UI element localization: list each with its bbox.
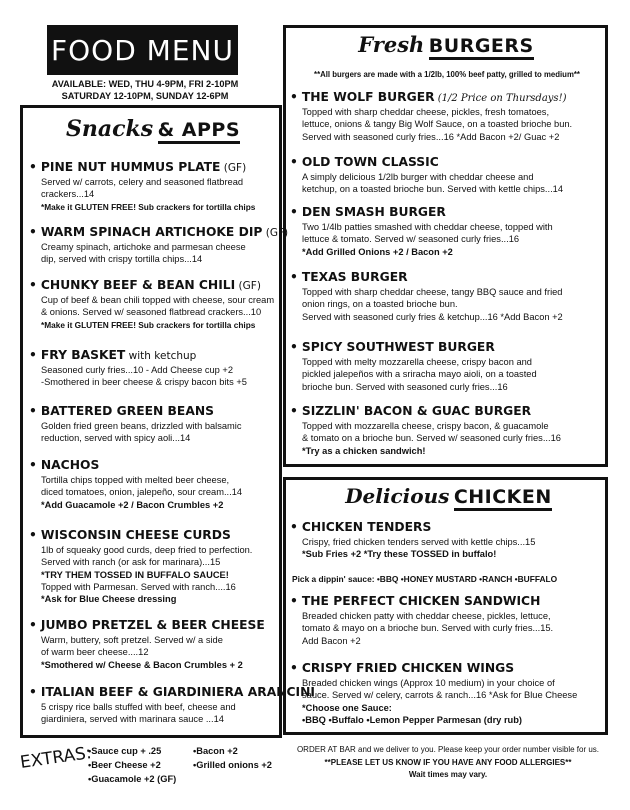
item-description: Golden fried green beans, drizzled with balsamic xyxy=(41,421,242,431)
bullet-icon: • xyxy=(29,348,37,362)
item-description: Served with ranch (or ask for marinara)...15 xyxy=(41,557,221,568)
bullet-icon: • xyxy=(290,520,298,534)
item-title: JUMBO PRETZEL & BEER CHEESE xyxy=(40,618,265,632)
item-description: *Ask for Blue Cheese dressing xyxy=(41,594,177,605)
menu-item-name xyxy=(29,685,315,701)
menu-item xyxy=(290,661,606,726)
menu-item-name xyxy=(290,404,606,420)
menu-item-name xyxy=(29,618,279,634)
item-description: *TRY THEM TOSSED IN BUFFALO SAUCE! xyxy=(41,569,229,580)
item-description: lettuce, onions & tangy Big Wolf Sauce, on a toasted brioche bun. xyxy=(302,119,573,130)
footer xyxy=(288,744,608,782)
item-description: tomato & mayo on a brioche bun. Served with curly fries...15. xyxy=(302,623,554,634)
item-description: reduction, served with spicy aoli...14 xyxy=(41,433,191,444)
menu-item-name xyxy=(290,661,606,677)
menu-item xyxy=(290,594,606,647)
item-description: Breaded chicken patty with cheddar cheese, pickles, lettuce, xyxy=(302,611,551,621)
footer-line-1: ORDER AT BAR and we deliver to you. Please keep your order number visible for us. xyxy=(296,745,600,754)
extras-item: •Grilled onions +2 xyxy=(193,760,272,770)
item-description: *Choose one Sauce: xyxy=(302,702,392,713)
item-description: •BBQ •Buffalo •Lemon Pepper Parmesan (dry rub) xyxy=(302,714,523,725)
item-description: Topped with mozzarella cheese, crispy bacon, & guacamole xyxy=(302,421,549,431)
menu-item xyxy=(29,225,289,266)
menu-item-name xyxy=(290,205,606,221)
snacks-panel xyxy=(20,105,315,738)
dipping-sauce-line: Pick a dippin' sauce: •BBQ •HONEY MUSTARD •RANCH •BUFFALO xyxy=(292,574,558,584)
bullet-icon: • xyxy=(29,685,37,699)
item-description: & tomato on a brioche bun. Served w/ seasoned curly fries...16 xyxy=(302,433,561,444)
menu-item xyxy=(29,528,279,605)
bullet-icon: • xyxy=(29,458,37,472)
menu-item xyxy=(29,458,279,511)
item-title: ITALIAN BEEF & GIARDINIERA ARANCINI xyxy=(40,685,315,699)
item-description: sauce. Served w/ celery, carrots & ranch...16 *Ask for Blue Cheese xyxy=(302,690,578,701)
bullet-icon: • xyxy=(290,205,298,219)
item-title: SPICY SOUTHWEST BURGER xyxy=(301,340,495,354)
item-description: dip, served with crispy tortilla chips...14 xyxy=(41,254,203,265)
item-suffix: with ketchup xyxy=(125,350,197,362)
menu-item-name xyxy=(290,340,606,356)
menu-item-name xyxy=(29,160,279,176)
item-description: *Add Guacamole +2 / Bacon Crumbles +2 xyxy=(41,499,224,510)
burgers-note: **All burgers are made with a 1/2lb, 100% beef patty, grilled to medium** xyxy=(314,70,580,79)
menu-item xyxy=(290,205,606,258)
footer-line-3: Wait times may vary. xyxy=(408,770,488,779)
extras-label: EXTRAS: xyxy=(18,743,93,773)
menu-item xyxy=(29,618,279,671)
menu-item-name xyxy=(29,348,279,364)
item-description: A simply delicious 1/2lb burger with cheddar cheese and xyxy=(302,172,534,182)
extras-col-2 xyxy=(193,744,272,772)
menu-item-name xyxy=(290,155,606,171)
item-description: pickled jalepeños with a sriracha mayo aioli, on a toasted xyxy=(302,369,537,380)
item-description: brioche bun. Served with seasoned curly fries...16 xyxy=(302,381,508,392)
menu-item-name xyxy=(290,594,606,610)
item-title: NACHOS xyxy=(40,458,100,472)
item-description: & onions. Served w/ seasoned flatbread crackers...10 xyxy=(41,307,262,318)
extras-col-1 xyxy=(88,744,176,786)
item-description: *Add Grilled Onions +2 / Bacon +2 xyxy=(302,246,453,257)
menu-item xyxy=(29,404,279,445)
menu-item-name xyxy=(29,278,279,294)
bullet-icon: • xyxy=(29,528,37,542)
menu-item-name xyxy=(290,520,606,536)
item-description: -Smothered in beer cheese & crispy bacon bits +5 xyxy=(41,377,247,388)
item-title: THE WOLF BURGER xyxy=(301,90,435,104)
menu-item-name xyxy=(29,458,279,474)
item-suffix: (GF) xyxy=(235,280,261,292)
item-title: SIZZLIN' BACON & GUAC BURGER xyxy=(301,404,532,418)
item-description: *Smothered w/ Cheese & Bacon Crumbles + 2 xyxy=(41,659,243,670)
menu-item xyxy=(290,270,606,323)
menu-item xyxy=(29,348,279,389)
item-description: of warm beer cheese....12 xyxy=(41,647,149,658)
item-title: BATTERED GREEN BEANS xyxy=(40,404,214,418)
bullet-icon: • xyxy=(290,90,298,104)
item-description: Served w/ carrots, celery and seasoned flatbread xyxy=(41,177,244,187)
item-description: giardiniera, served with marinara sauce ...14 xyxy=(41,714,224,725)
bullet-icon: • xyxy=(290,340,298,354)
item-title: TEXAS BURGER xyxy=(301,270,408,284)
chicken-heading xyxy=(341,484,556,508)
menu-item xyxy=(290,404,606,457)
item-title: WARM SPINACH ARTICHOKE DIP xyxy=(40,225,263,239)
chicken-heading-block: CHICKEN xyxy=(454,486,552,511)
item-title: CRISPY FRIED CHICKEN WINGS xyxy=(301,661,515,675)
item-description: Topped with sharp cheddar cheese, pickles, fresh tomatoes, xyxy=(302,107,550,117)
menu-item-name xyxy=(290,270,606,286)
item-description: Two 1/4lb patties smashed with cheddar cheese, topped with xyxy=(302,222,553,232)
item-description: ketchup, on a toasted brioche bun. Served with kettle chips...14 xyxy=(302,184,563,195)
item-description: lettuce & tomato. Served w/ seasoned curly fries...16 xyxy=(302,234,520,245)
chicken-heading-script: Delicious xyxy=(345,484,450,508)
availability-line-1: AVAILABLE: WED, THU 4-9PM, FRI 2-10PM xyxy=(51,79,239,89)
item-description: 1lb of squeaky good curds, deep fried to perfection. xyxy=(41,545,253,555)
item-description: Cup of beef & bean chili topped with cheese, sour cream xyxy=(41,295,275,305)
menu-item xyxy=(29,685,315,726)
item-title: CHUNKY BEEF & BEAN CHILI xyxy=(40,278,236,292)
item-suffix: (GF) xyxy=(220,162,247,174)
menu-item xyxy=(290,340,606,393)
bullet-icon: • xyxy=(29,225,37,239)
bullet-icon: • xyxy=(29,404,37,418)
item-description: Creamy spinach, artichoke and parmesan cheese xyxy=(41,242,246,252)
item-description: Add Bacon +2 xyxy=(302,635,361,646)
menu-item xyxy=(29,160,279,213)
menu-item-name xyxy=(29,528,279,544)
bullet-icon: • xyxy=(290,594,298,608)
item-description: Seasoned curly fries...10 - Add Cheese cup +2 xyxy=(41,365,233,375)
item-note: *Make it GLUTEN FREE! Sub crackers for tortilla chips xyxy=(41,319,256,330)
menu-item-name xyxy=(290,90,606,106)
bullet-icon: • xyxy=(29,278,37,292)
item-description: Served with seasoned curly fries...16 *Add Bacon +2/ Guac +2 xyxy=(302,131,560,142)
menu-item xyxy=(290,90,606,143)
burgers-panel xyxy=(283,25,608,467)
item-title: DEN SMASH BURGER xyxy=(301,205,446,219)
snacks-heading-block: & APPS xyxy=(158,119,240,144)
item-title: OLD TOWN CLASSIC xyxy=(301,155,439,169)
item-title: THE PERFECT CHICKEN SANDWICH xyxy=(301,594,541,608)
menu-title: FOOD MENU xyxy=(47,25,238,75)
item-title: PINE NUT HUMMUS PLATE xyxy=(40,160,221,174)
bullet-icon: • xyxy=(290,155,298,169)
chicken-panel xyxy=(283,477,608,735)
item-description: Topped with sharp cheddar cheese, tangy BBQ sauce and fried xyxy=(302,287,563,297)
extras-item: •Sauce cup + .25 xyxy=(88,746,162,756)
item-description: *Sub Fries +2 *Try these TOSSED in buffalo! xyxy=(302,549,497,560)
item-note: *Make it GLUTEN FREE! Sub crackers for tortilla chips xyxy=(41,201,256,212)
item-description: Topped with melty mozzarella cheese, crispy bacon and xyxy=(302,357,532,367)
item-description: Warm, buttery, soft pretzel. Served w/ a side xyxy=(41,635,223,645)
burgers-heading-block: BURGERS xyxy=(429,35,534,60)
item-description: diced tomatoes, onion, jalepeño, sour cream...14 xyxy=(41,487,243,498)
burgers-heading-script: Fresh xyxy=(358,32,425,57)
snacks-heading-script: Snacks xyxy=(65,116,154,142)
item-description: Tortilla chips topped with melted beer cheese, xyxy=(41,475,230,485)
menu-item xyxy=(29,278,279,331)
item-suffix: (GF) xyxy=(262,227,289,239)
item-suffix: (1/2 Price on Thursdays!) xyxy=(434,93,567,104)
snacks-heading xyxy=(63,116,243,142)
menu-item xyxy=(290,155,606,196)
item-description: crackers...14 xyxy=(41,189,95,200)
availability xyxy=(40,78,250,102)
item-description: Topped with Parmesan. Served with ranch....16 xyxy=(41,581,236,592)
extras-item: •Beer Cheese +2 xyxy=(88,760,161,770)
menu-item-name xyxy=(29,404,279,420)
footer-line-2: **PLEASE LET US KNOW IF YOU HAVE ANY FOOD ALLERGIES** xyxy=(324,757,572,767)
item-title: FRY BASKET xyxy=(40,348,126,362)
item-description: Served with seasoned curly fries & ketchup...16 *Add Bacon +2 xyxy=(302,311,563,322)
item-title: CHICKEN TENDERS xyxy=(301,520,432,534)
item-description: Breaded chicken wings (Approx 10 medium) in your choice of xyxy=(302,678,555,688)
menu-item-name xyxy=(29,225,289,241)
item-description: 5 crispy rice balls stuffed with beef, cheese and xyxy=(41,702,236,712)
bullet-icon: • xyxy=(290,404,298,418)
bullet-icon: • xyxy=(29,618,37,632)
item-description: *Try as a chicken sandwich! xyxy=(302,445,426,456)
bullet-icon: • xyxy=(290,270,298,284)
availability-line-2: SATURDAY 12-10PM, SUNDAY 12-6PM xyxy=(61,91,229,101)
bullet-icon: • xyxy=(290,661,298,675)
item-title: WISCONSIN CHEESE CURDS xyxy=(40,528,231,542)
item-description: Crispy, fried chicken tenders served with kettle chips...15 xyxy=(302,537,536,547)
extras-item: •Bacon +2 xyxy=(193,746,238,756)
extras-item: •Guacamole +2 (GF) xyxy=(88,774,177,784)
burgers-heading xyxy=(346,32,546,57)
item-description: onion rings, on a toasted brioche bun. xyxy=(302,299,458,310)
bullet-icon: • xyxy=(29,160,37,174)
menu-item xyxy=(290,520,606,561)
